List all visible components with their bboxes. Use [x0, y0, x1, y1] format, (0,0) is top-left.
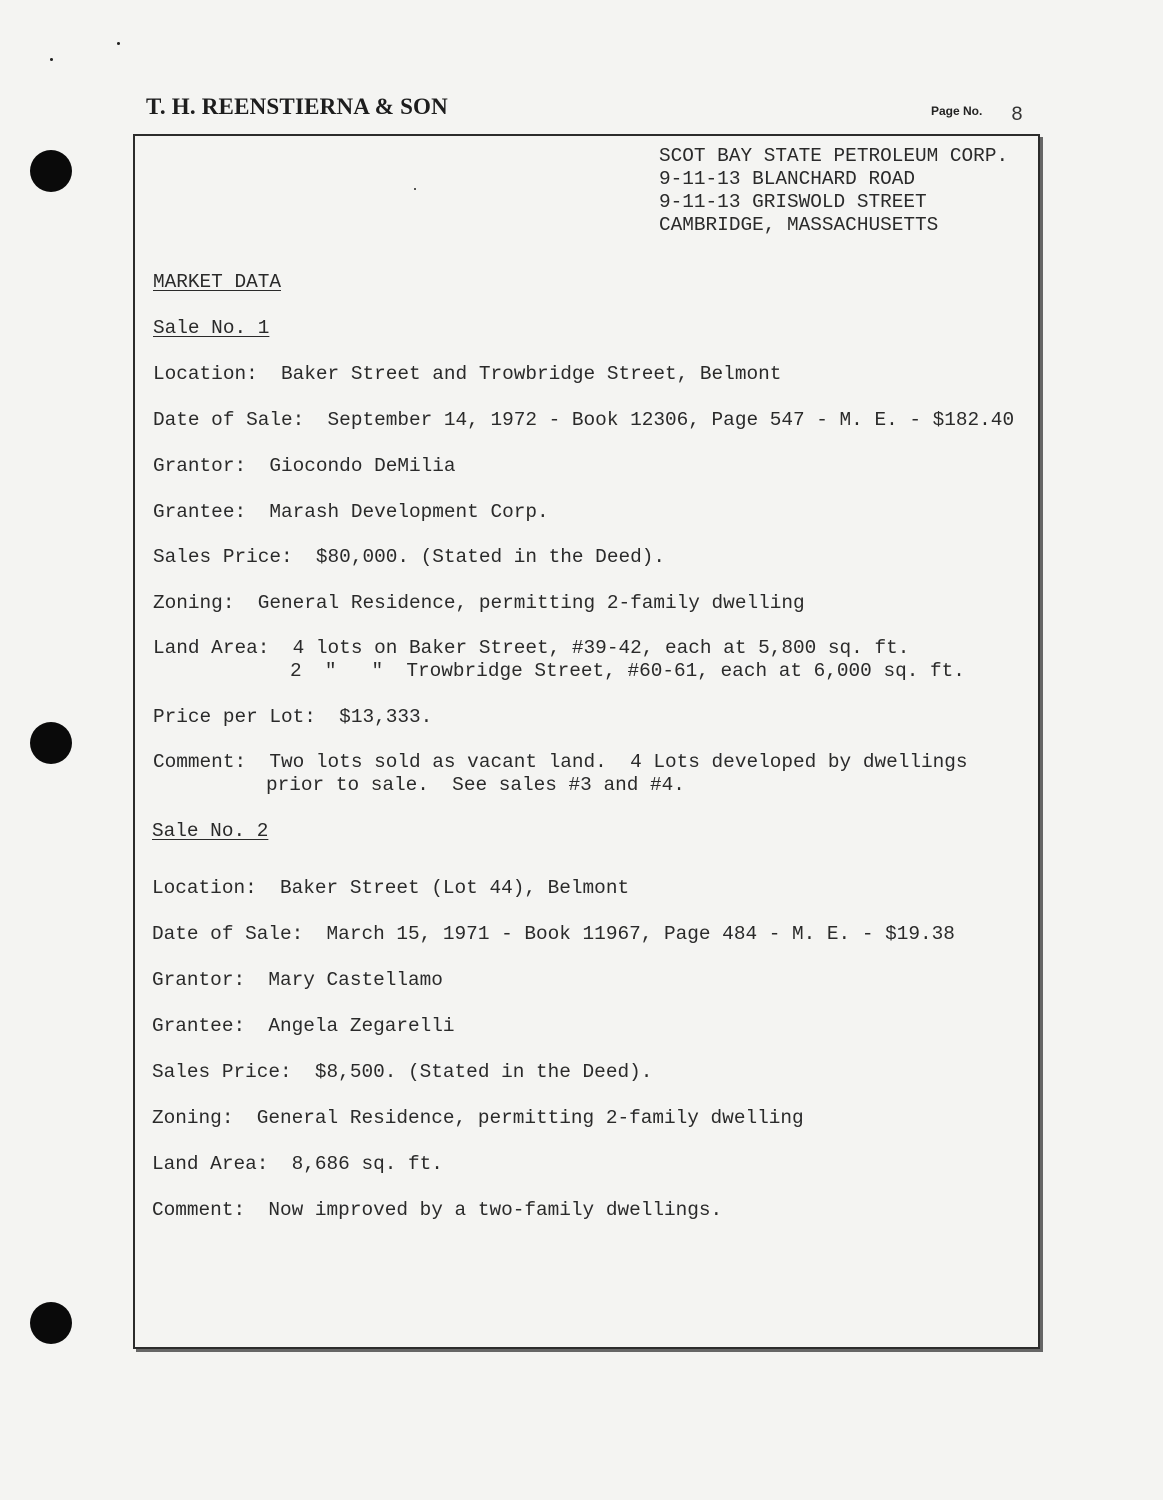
page-label: Page No. [931, 104, 983, 118]
sale-1-price: Sales Price: $80,000. (Stated in the Deed). [153, 546, 665, 568]
sale-2-comment: Comment: Now improved by a two-family dwellings. [152, 1199, 723, 1221]
sale-2-price: Sales Price: $8,500. (Stated in the Deed). [152, 1061, 653, 1083]
firm-name: T. H. REENSTIERNA & SON [146, 94, 448, 119]
sale-2-grantor: Grantor: Mary Castellamo [152, 969, 443, 991]
sale-1-comment: Comment: Two lots sold as vacant land. 4 Lots developed by dwellings [153, 751, 968, 773]
sale-1-grantee: Grantee: Marash Development Corp. [153, 501, 549, 523]
sale-1-date: Date of Sale: September 14, 1972 - Book 12306, Page 547 - M. E. - $182.40 [153, 409, 1015, 431]
client-address-1: 9-11-13 BLANCHARD ROAD [659, 168, 915, 190]
sale-2-date: Date of Sale: March 15, 1971 - Book 11967, Page 484 - M. E. - $19.38 [152, 923, 955, 945]
page-number: 8 [1011, 104, 1024, 127]
speck [117, 42, 120, 45]
binder-hole-middle [30, 722, 72, 764]
sale-1-location: Location: Baker Street and Trowbridge Street, Belmont [153, 363, 782, 385]
client-name: SCOT BAY STATE PETROLEUM CORP. [659, 145, 1009, 167]
section-title: MARKET DATA [153, 271, 281, 293]
binder-hole-bottom [30, 1302, 72, 1344]
sale-1-price-per-lot: Price per Lot: $13,333. [153, 706, 433, 728]
client-address-2: 9-11-13 GRISWOLD STREET [659, 191, 927, 213]
sale-1-land-area: Land Area: 4 lots on Baker Street, #39-42, each at 5,800 sq. ft. [153, 637, 910, 659]
client-city: CAMBRIDGE, MASSACHUSETTS [659, 214, 939, 236]
sale-2-title: Sale No. 2 [152, 820, 269, 842]
sale-1-comment-cont: prior to sale. See sales #3 and #4. [266, 774, 685, 796]
sale-1-title: Sale No. 1 [153, 317, 270, 339]
sale-1-grantor: Grantor: Giocondo DeMilia [153, 455, 456, 477]
sale-2-land-area: Land Area: 8,686 sq. ft. [152, 1153, 443, 1175]
speck [50, 58, 53, 61]
sale-1-land-area-cont: 2 " " Trowbridge Street, #60-61, each at 6,000 sq. ft. [290, 660, 965, 682]
sale-2-zoning: Zoning: General Residence, permitting 2-family dwelling [152, 1107, 804, 1129]
sale-1-zoning: Zoning: General Residence, permitting 2-family dwelling [153, 592, 805, 614]
sale-2-grantee: Grantee: Angela Zegarelli [152, 1015, 455, 1037]
sale-2-location: Location: Baker Street (Lot 44), Belmont [152, 877, 630, 899]
binder-hole-top [30, 150, 72, 192]
